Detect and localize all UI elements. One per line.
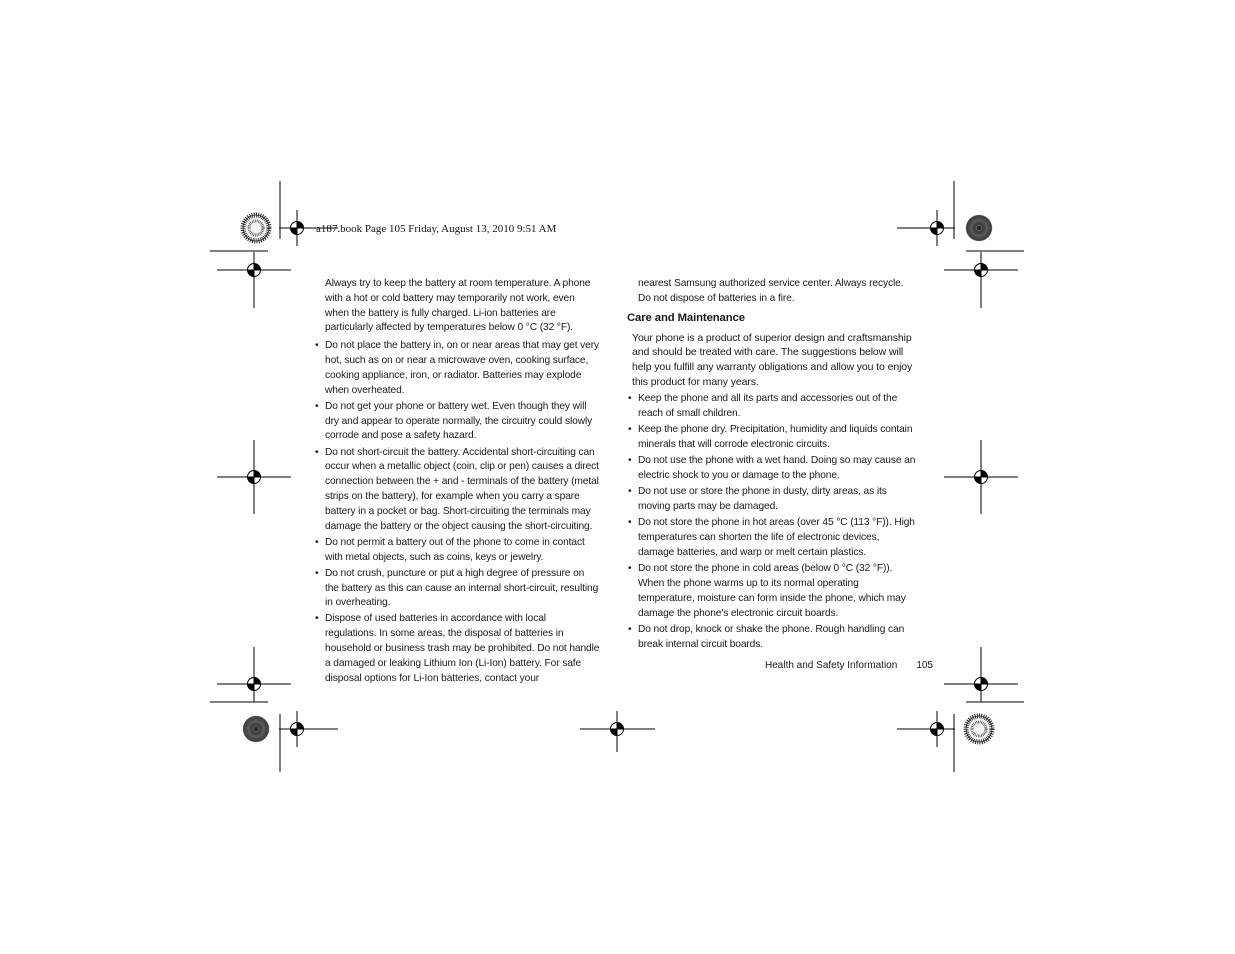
battery-temperature-paragraph: Always try to keep the battery at room temperature. A phone with a hot or cold battery may temporarily not work, even when the battery is fully charged. Li-ion batteries are particularly affected by temperatures below 0 °C (32 °F). <box>325 278 591 334</box>
list-item <box>627 485 917 515</box>
list-item <box>627 454 917 484</box>
list-item-text: Do not use the phone with a wet hand. Doing so may cause an electric shock to you or damage to the phone. <box>638 455 916 482</box>
list-item-text: Do not store the phone in hot areas (over 45 °C (113 °F)). High temperatures can shorten the life of electronic devices, damage batteries, and warp or melt certain plastics. <box>638 517 915 558</box>
page-footer <box>765 660 933 671</box>
list-item <box>314 567 600 611</box>
list-item-text: Do not store the phone in cold areas (below 0 °C (32 °F)). When the phone warms up to its normal operating temperature, moisture can form inside the phone, which may damage the phone's electronic circuit boards. <box>638 563 906 619</box>
list-item <box>627 423 917 453</box>
list-item-text: Do not short-circuit the battery. Accidental short-circuiting can occur when a metallic object (coin, clip or pen) causes a direct connection between the + and - terminals of the battery (metal strips on the battery), for example when you carry a spare battery in a pocket or bag. Short-circuiting the terminals may damage the battery or the object causing the short-circuiting. <box>325 446 599 532</box>
bullet-icon: • <box>315 400 319 412</box>
list-item-text: Keep the phone and all its parts and accessories out of the reach of small children. <box>638 393 898 420</box>
list-item-text: Dispose of used batteries in accordance with local regulations. In some areas, the disposal of batteries in household or business trash may be prohibited. Do not handle a damaged or leaking Lithium Ion (Li-Ion) battery. For safe disposal options for Li-Ion batteries, contact your <box>325 613 600 684</box>
battery-safety-list <box>314 339 600 686</box>
list-item-text: Do not place the battery in, on or near areas that may get very hot, such as on or near a microwave oven, cooking surface, cooking appliance, iron, or radiator. Batteries may explode when overheated. <box>325 340 600 396</box>
list-item <box>627 562 917 621</box>
list-item-text: Do not drop, knock or shake the phone. Rough handling can break internal circuit boards. <box>638 623 905 650</box>
bullet-icon: • <box>628 623 632 635</box>
bullet-icon: • <box>628 393 632 405</box>
bullet-icon: • <box>628 486 632 498</box>
bullet-icon: • <box>315 567 319 579</box>
bullet-icon: • <box>315 613 319 625</box>
bullet-icon: • <box>628 517 632 529</box>
book-slug-header: a187.book Page 105 Friday, August 13, 2010 9:51 AM <box>316 223 557 235</box>
list-item-text: Do not use or store the phone in dusty, dirty areas, as its moving parts may be damaged. <box>638 486 887 513</box>
bullet-icon: • <box>628 455 632 467</box>
list-item <box>314 339 600 398</box>
list-item <box>627 516 917 560</box>
list-item-text: Do not crush, puncture or put a high degree of pressure on the battery as this can cause an internal short-circuit, resulting in overheating. <box>325 567 599 609</box>
bullet-icon: • <box>315 536 319 548</box>
bullet-icon: • <box>315 340 319 352</box>
list-item <box>627 623 917 653</box>
care-list <box>627 392 917 652</box>
list-item-text: Keep the phone dry. Precipitation, humidity and liquids contain minerals that will corrode electronic circuits. <box>638 424 913 451</box>
list-item <box>314 446 600 535</box>
list-item <box>314 536 600 566</box>
page-number: 105 <box>916 660 933 671</box>
bullet-icon: • <box>315 446 319 458</box>
list-item <box>314 612 600 686</box>
bullet-icon: • <box>628 563 632 575</box>
bullet-icon: • <box>628 424 632 436</box>
list-item <box>314 400 600 444</box>
left-column <box>314 277 600 688</box>
list-item-text: Do not permit a battery out of the phone to come in contact with metal objects, such as coins, keys or jewelry. <box>325 536 585 563</box>
footer-section-title: Health and Safety Information <box>765 660 898 671</box>
list-item-text: Do not get your phone or battery wet. Even though they will dry and appear to operate normally, the circuitry could slowly corrode and pose a safety hazard. <box>325 400 593 442</box>
list-item <box>627 392 917 422</box>
section-heading: Care and Maintenance <box>627 311 745 324</box>
right-column <box>627 277 917 654</box>
disposal-continuation: nearest Samsung authorized service center. Always recycle. Do not dispose of batteries in a fire. <box>638 278 904 304</box>
care-intro-paragraph: Your phone is a product of superior design and craftsmanship and should be treated with care. The suggestions below will help you fulfill any warranty obligations and allow you to enjoy this product for many years. <box>632 331 913 388</box>
